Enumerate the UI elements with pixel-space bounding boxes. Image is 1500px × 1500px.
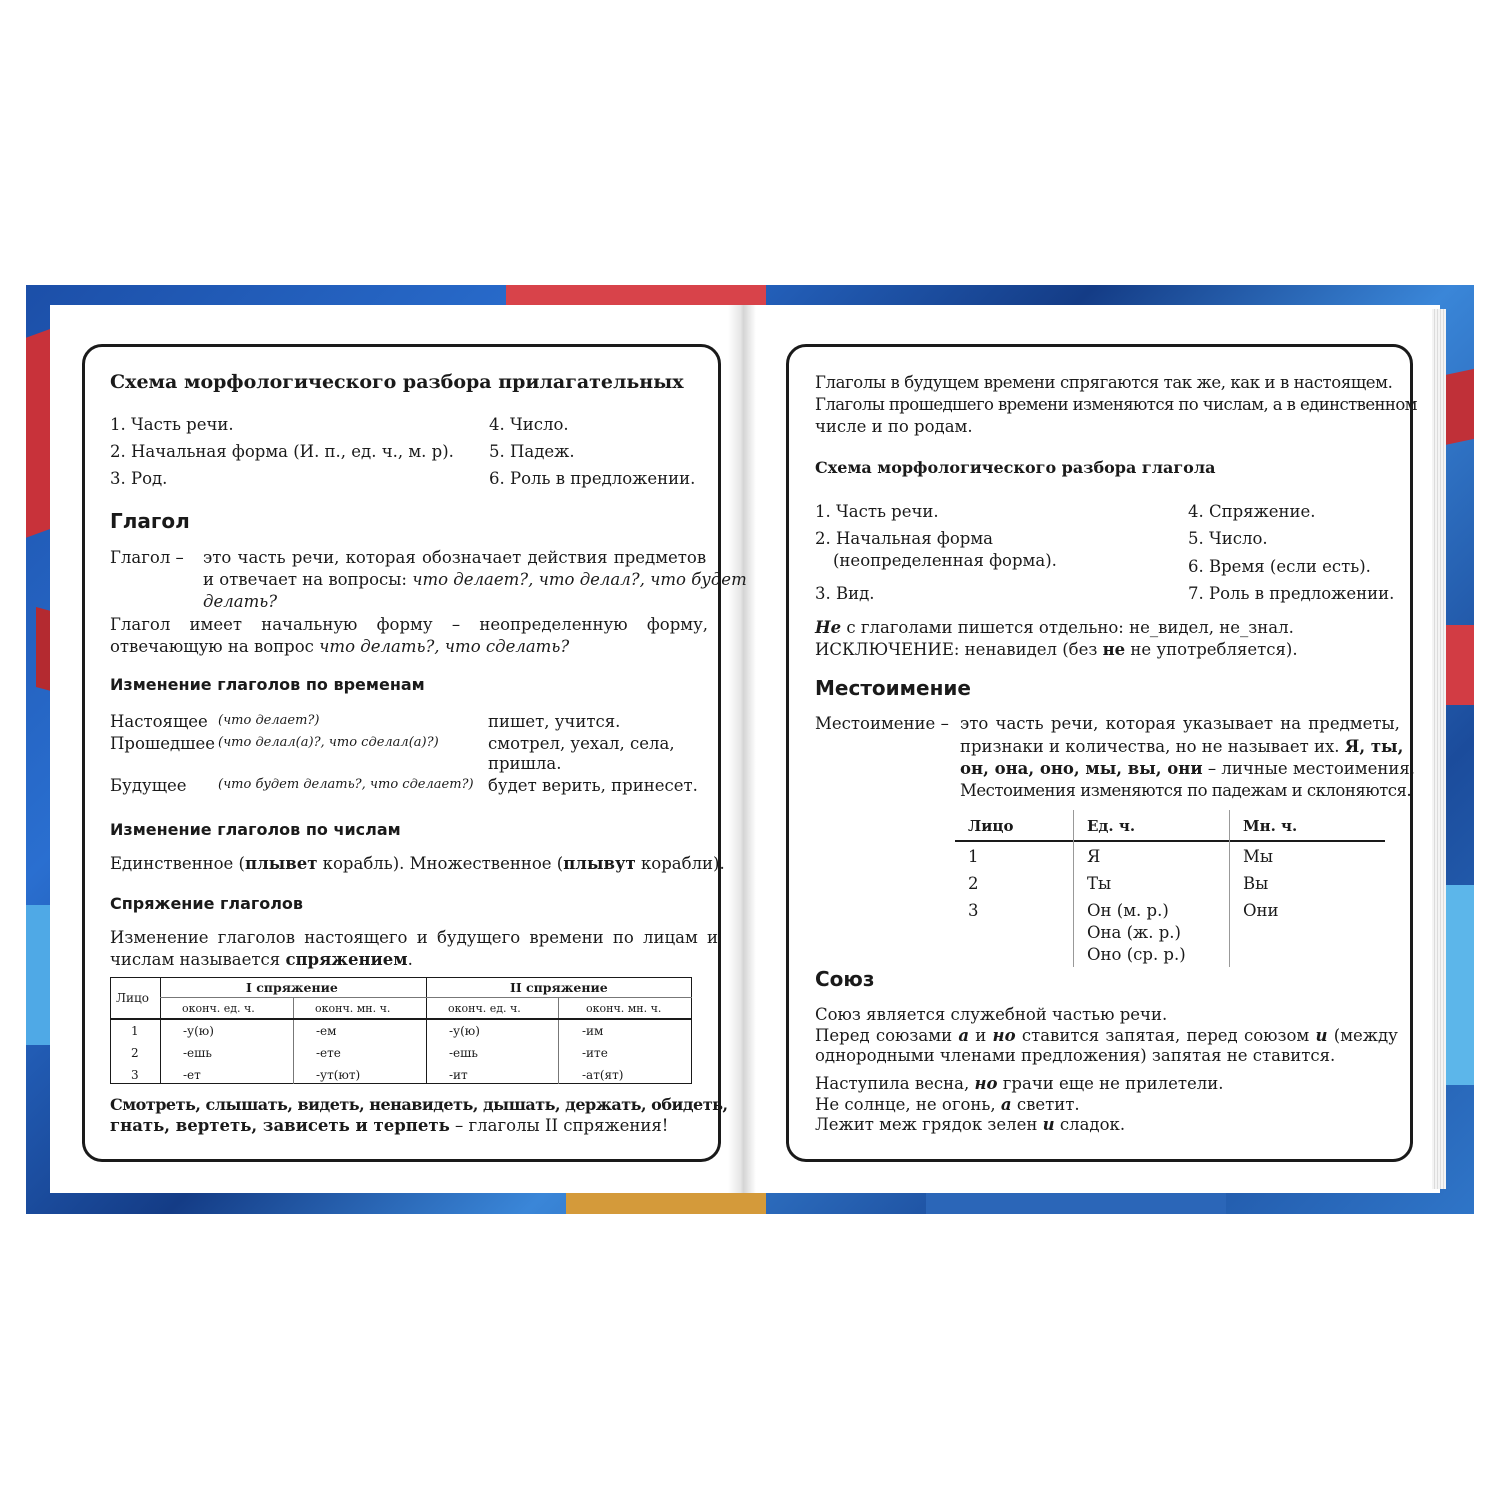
table-line (1073, 810, 1074, 967)
book-spine (728, 305, 756, 1193)
table-header: Лицо (116, 991, 149, 1005)
page-edges (1432, 309, 1446, 1189)
table-cell: Они (1243, 901, 1279, 920)
table-line (558, 998, 559, 1084)
intro-line: Глаголы в будущем времени спрягаются так же, как и в настоящем. (815, 373, 1393, 392)
table-cell: -ем (316, 1024, 337, 1038)
verb-scheme-item: (неопределенная форма). (833, 551, 1057, 570)
verb-scheme-item: 4. Спряжение. (1188, 502, 1316, 521)
exceptions-line: Смотреть, слышать, видеть, ненавидеть, дышать, держать, обидеть, (110, 1095, 728, 1114)
pronoun-def: он, она, оно, мы, вы, они – личные местоимения. (960, 759, 1416, 778)
adj-item: 5. Падеж. (489, 442, 575, 461)
pronoun-def: Местоимения изменяются по падежам и склоняются. (960, 781, 1412, 800)
adj-item: 3. Род. (110, 469, 168, 488)
verb-scheme-item: 1. Часть речи. (815, 502, 939, 521)
table-cell: Вы (1243, 874, 1269, 893)
verb-scheme-item: 5. Число. (1188, 529, 1268, 548)
table-cell: 1 (131, 1024, 139, 1038)
table-cell: -ет (183, 1068, 201, 1082)
conjunction-text: Союз является служебной частью речи. (815, 1005, 1168, 1024)
table-cell: -у(ю) (183, 1024, 214, 1038)
table-line (160, 977, 161, 1084)
verb-scheme-item: 3. Вид. (815, 584, 875, 603)
tense-examples: пришла. (488, 754, 562, 773)
table-header: I спряжение (246, 980, 338, 995)
tense-examples: пишет, учится. (488, 712, 621, 731)
table-cell: Я (1087, 847, 1101, 866)
verb-def-term: Глагол – (110, 548, 184, 567)
pronoun-def: это часть речи, которая указывает на предметы, (960, 714, 1400, 733)
numbers-heading: Изменение глаголов по числам (110, 820, 401, 839)
adj-item: 2. Начальная форма (И. п., ед. ч., м. р). (110, 442, 454, 461)
cover-orange-stripe (566, 1190, 766, 1214)
tense-question: (что делает?) (218, 713, 320, 728)
table-header: Мн. ч. (1243, 817, 1298, 835)
table-cell: Мы (1243, 847, 1274, 866)
verb-para: Глагол имеет начальную форму – неопределенную форму, (110, 615, 709, 634)
table-cell: -ит (449, 1068, 468, 1082)
conjunction-text: Перед союзами а и но ставится запятая, перед союзом и (между (815, 1026, 1398, 1045)
table-line (110, 1018, 692, 1020)
adj-item: 6. Роль в предложении. (489, 469, 696, 488)
adj-item: 4. Число. (489, 415, 569, 434)
table-cell: -ут(ют) (316, 1068, 361, 1082)
tense-examples: будет верить, принесет. (488, 776, 698, 795)
conjunction-example: Лежит меж грядок зелен и сладок. (815, 1115, 1126, 1134)
pronoun-heading: Местоимение (815, 676, 971, 700)
table-cell: 1 (968, 847, 979, 866)
table-subheader: оконч. ед. ч. (448, 1002, 521, 1015)
verb-heading: Глагол (110, 509, 190, 533)
table-line (293, 998, 294, 1084)
intro-line: Глаголы прошедшего времени изменяются по числам, а в единственном (815, 395, 1417, 414)
verb-scheme-title: Схема морфологического разбора глагола (815, 458, 1216, 477)
intro-line: числе и по родам. (815, 417, 973, 436)
tense-question: (что будет делать?, что сделает?) (218, 777, 474, 792)
table-cell: -у(ю) (449, 1024, 480, 1038)
table-line (160, 997, 692, 998)
ne-rule: Не с глаголами пишется отдельно: не_видел, не_знал. (815, 618, 1294, 637)
table-cell: -им (582, 1024, 604, 1038)
table-cell: -ешь (449, 1046, 478, 1060)
conjunction-text: однородными членами предложения) запятая не ставится. (815, 1046, 1336, 1065)
verb-def-line: делать? (203, 592, 278, 611)
verb-para: отвечающую на вопрос что делать?, что сделать? (110, 637, 570, 656)
table-subheader: оконч. мн. ч. (586, 1002, 662, 1015)
cover-blue-stripe (926, 1190, 1226, 1214)
tense-name: Прошедшее (110, 734, 216, 753)
conjugation-text: числам называется спряжением. (110, 950, 413, 969)
table-header: Лицо (968, 817, 1014, 835)
table-cell: 2 (968, 874, 979, 893)
table-line (955, 840, 1385, 842)
table-cell: Он (м. р.) (1087, 901, 1169, 920)
tense-examples: смотрел, уехал, села, (488, 734, 675, 753)
table-cell: Оно (ср. р.) (1087, 945, 1186, 964)
adj-item: 1. Часть речи. (110, 415, 234, 434)
numbers-text: Единственное (плывет корабль). Множественное (плывут корабли). (110, 854, 725, 873)
ne-exception: ИСКЛЮЧЕНИЕ: ненавидел (без не не употребляется). (815, 640, 1298, 659)
table-subheader: оконч. мн. ч. (315, 1002, 391, 1015)
table-header: II спряжение (510, 980, 608, 995)
table-cell: Она (ж. р.) (1087, 923, 1181, 942)
table-subheader: оконч. ед. ч. (182, 1002, 255, 1015)
tenses-heading: Изменение глаголов по временам (110, 675, 425, 694)
table-cell: -ите (582, 1046, 608, 1060)
conjunction-example: Наступила весна, но грачи еще не прилетели. (815, 1074, 1224, 1093)
conjunction-example: Не солнце, не огонь, а светит. (815, 1095, 1080, 1114)
tense-name: Будущее (110, 776, 187, 795)
table-cell: Ты (1087, 874, 1112, 893)
conjunction-heading: Союз (815, 967, 875, 991)
exceptions-line: гнать, вертеть, зависеть и терпеть – глаголы II спряжения! (110, 1116, 669, 1135)
tense-question: (что делал(а)?, что сделал(а)?) (218, 735, 439, 750)
conjugation-heading: Спряжение глаголов (110, 894, 304, 913)
pronoun-term: Местоимение – (815, 714, 949, 733)
verb-scheme-item: 6. Время (если есть). (1188, 557, 1371, 576)
table-cell: 3 (968, 901, 979, 920)
table-cell: -ешь (183, 1046, 212, 1060)
conjugation-text: Изменение глаголов настоящего и будущего времени по лицам и (110, 928, 719, 947)
table-cell: -ат(ят) (582, 1068, 624, 1082)
tense-name: Настоящее (110, 712, 208, 731)
table-line (1229, 810, 1230, 967)
table-cell: -ете (316, 1046, 341, 1060)
table-header: Ед. ч. (1087, 817, 1136, 835)
pronoun-def: признаки и количества, но не называет их. Я, ты, (960, 737, 1404, 756)
cover-red-stripe (506, 285, 766, 307)
verb-scheme-item: 2. Начальная форма (815, 529, 993, 548)
verb-def-line: это часть речи, которая обозначает действия предметов (203, 548, 707, 567)
verb-def-line: и отвечает на вопросы: что делает?, что делал?, что будет (203, 570, 747, 589)
table-line (426, 977, 427, 1084)
adj-scheme-title: Схема морфологического разбора прилагательных (110, 371, 684, 393)
verb-scheme-item: 7. Роль в предложении. (1188, 584, 1395, 603)
table-cell: 3 (131, 1068, 139, 1082)
table-cell: 2 (131, 1046, 139, 1060)
